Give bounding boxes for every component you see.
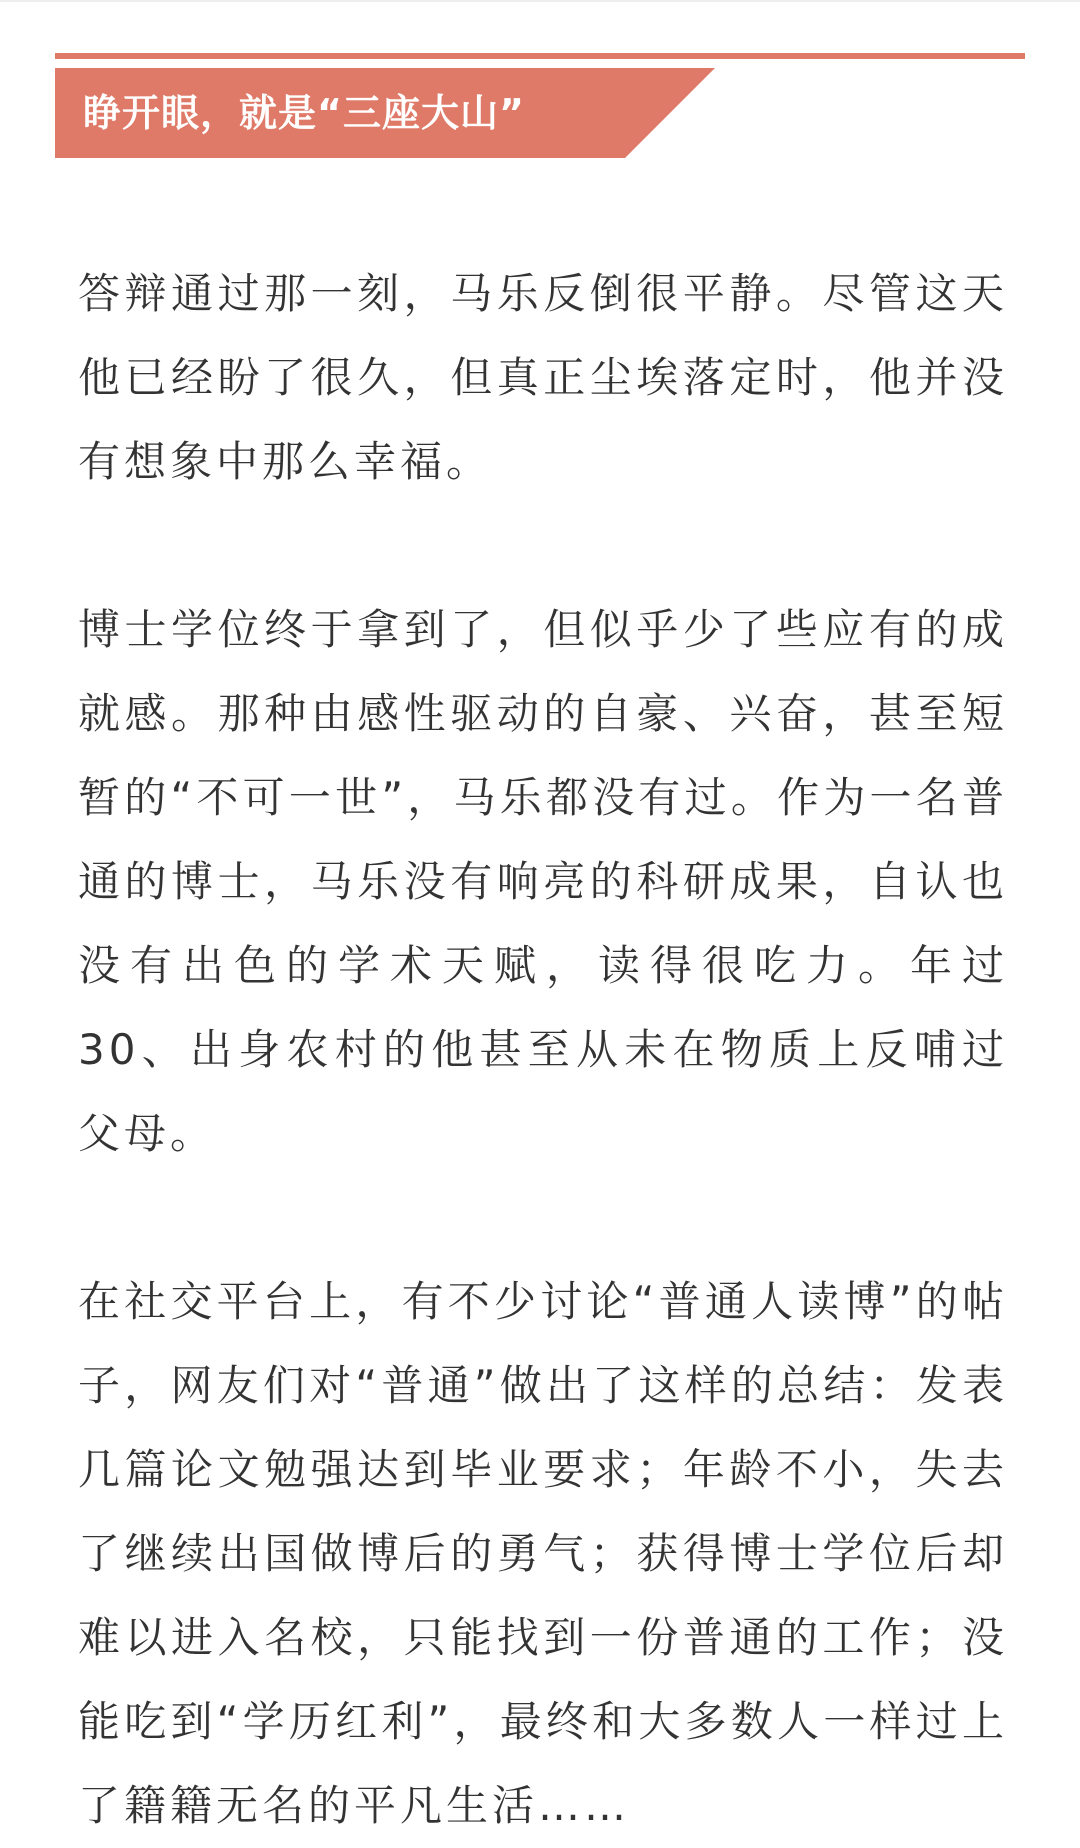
paragraph-2: 博士学位终于拿到了，但似乎少了些应有的成就感。那种由感性驱动的自豪、兴奋，甚至短暂的“不可一世”，马乐都没有过。作为一名普通的博士，马乐没有响亮的科研成果，自认也没有出色的学术天赋，读得很吃力。年过30、出身农村的他甚至从未在物质上反哺过父母。: [78, 605, 1008, 1158]
top-divider: [0, 0, 1080, 2]
paragraph-3: 在社交平台上，有不少讨论“普通人读博”的帖子，网友们对“普通”做出了这样的总结：发表几篇论文勉强达到毕业要求；年龄不小，失去了继续出国做博后的勇气；获得博士学位后却难以进入名校，只能找到一份普通的工作；没能吃到“学历红利”，最终和大多数人一样过上了籍籍无名的平凡生活……: [78, 1277, 1008, 1830]
header-rule: [55, 53, 1025, 59]
section-title-banner: [55, 68, 715, 158]
section-title: 睁开眼，就是“三座大山”: [83, 91, 525, 135]
article-body: [78, 252, 1008, 1848]
section-header: [55, 53, 1025, 158]
paragraph-1: 答辩通过那一刻，马乐反倒很平静。尽管这天他已经盼了很久，但真正尘埃落定时，他并没有想象中那么幸福。: [78, 269, 1008, 486]
